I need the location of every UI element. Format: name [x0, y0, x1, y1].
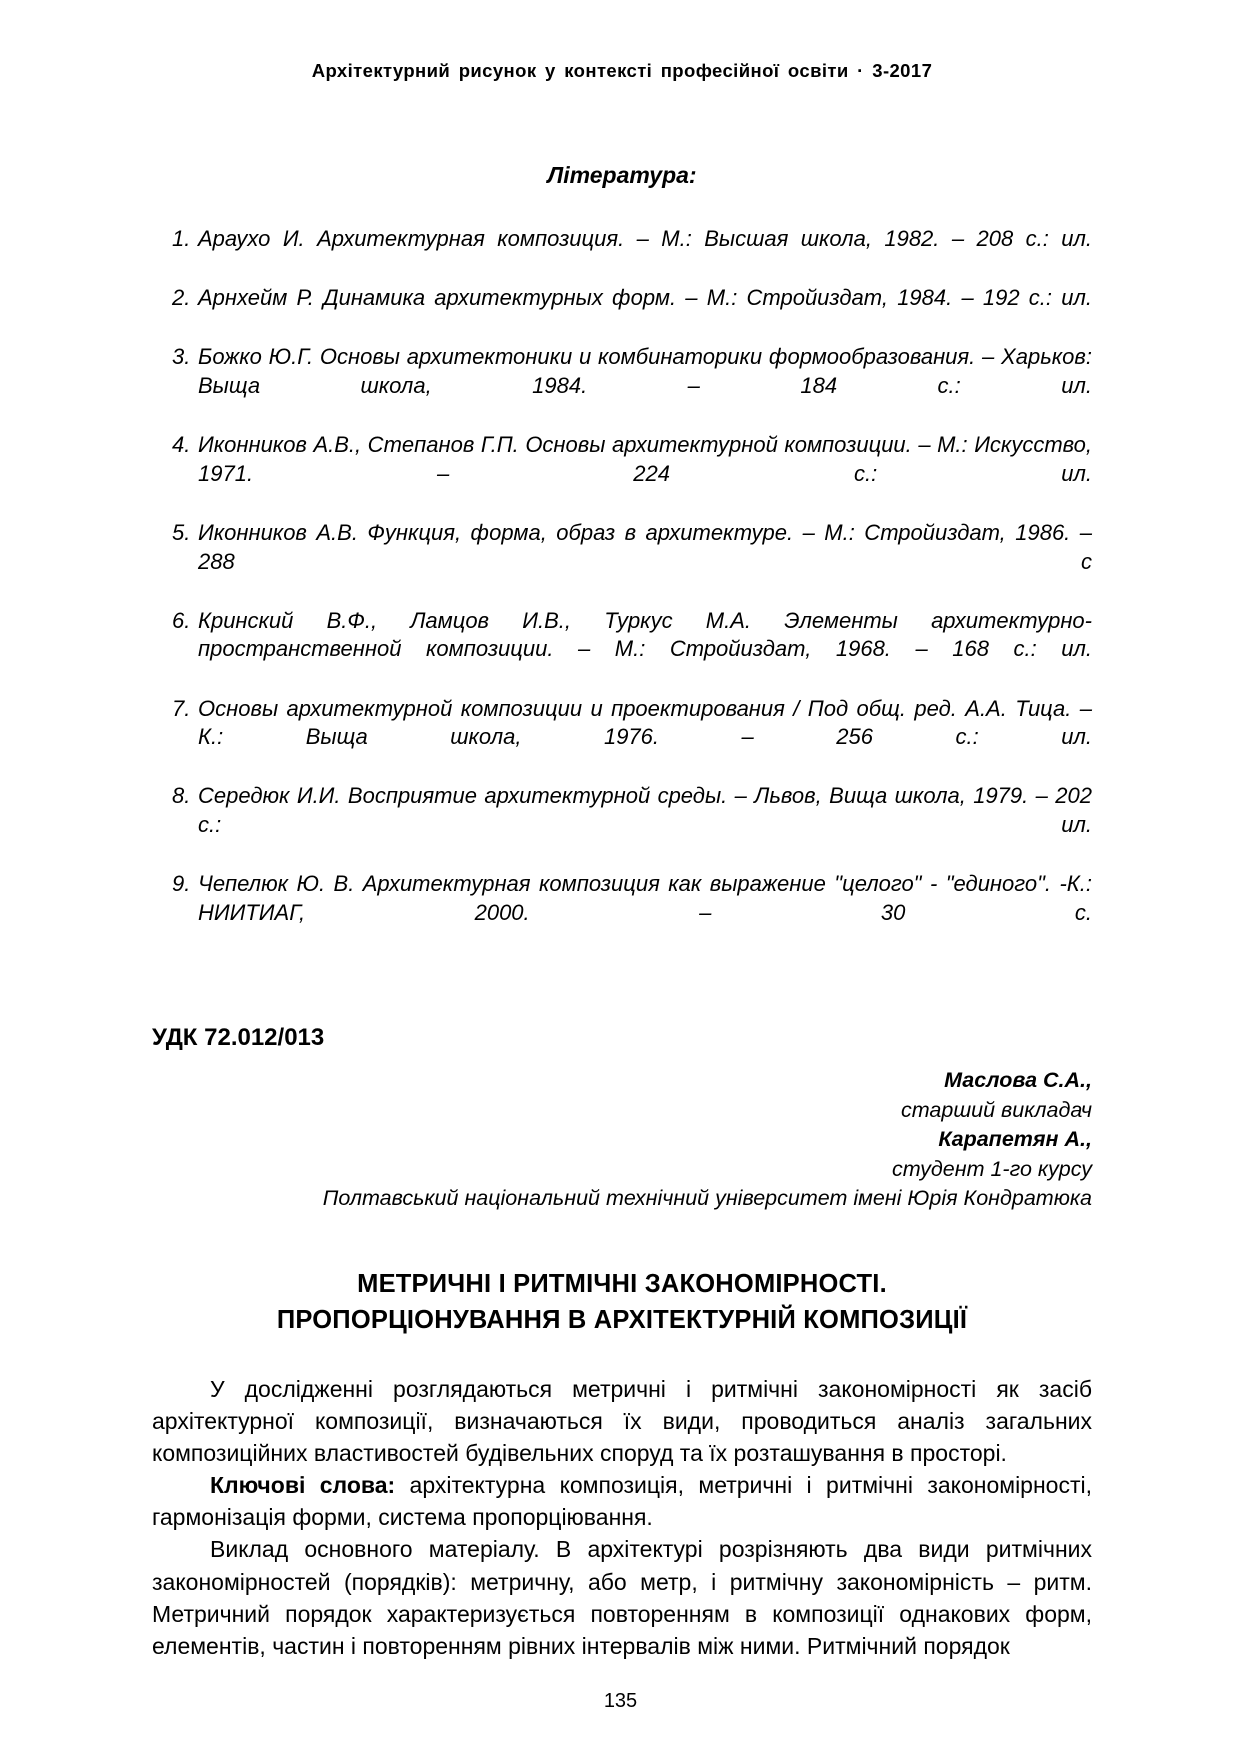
page-title [152, 1266, 1092, 1338]
reference-text: Арнхейм Р. Динамика архитектурных форм. – М.: Стройиздат, 1984. – 192 с.: ил. [198, 285, 1092, 311]
author-name-1: Маслова С.А., [944, 1067, 1092, 1092]
reference-text: Божко Ю.Г. Основы архитектоники и комбинаторики формообразования. – Харьков: Выща школа, 1984. – 184 с.: ил. [198, 344, 1092, 398]
reference-list [152, 225, 1092, 956]
reference-number: 4. [172, 432, 191, 458]
udk-code: УДК 72.012/013 [152, 1023, 325, 1051]
reference-number: 5. [172, 519, 191, 545]
list-item [152, 343, 1092, 429]
reference-text: Иконников А.В. Функция, форма, образ в архитектуре. – М.: Стройиздат, 1986. – 288 с [198, 519, 1092, 574]
list-item [152, 607, 1092, 693]
list-item [152, 284, 1092, 341]
running-head: Архітектурний рисунок у контексті професійної освіти · 3-2017 [311, 60, 933, 81]
keywords-text: архітектурна композиція, метричні і ритмічні закономірності, гармонізація форми, система пропорціювання. [152, 1472, 1092, 1531]
reference-number: 8. [172, 783, 191, 809]
reference-text: Араухо И. Архитектурная композиция. – М.: Высшая школа, 1982. – 208 с.: ил. [198, 226, 1092, 251]
affiliation: Полтавський національний технічний університет імені Юрія Кондратюка [322, 1186, 1092, 1211]
reference-number: 7. [172, 695, 191, 721]
author-role-2: студент 1-го курсу [891, 1156, 1092, 1181]
list-item [152, 519, 1092, 605]
reference-number: 1. [172, 226, 191, 251]
keywords-paragraph [152, 1469, 1092, 1533]
reference-number: 9. [172, 871, 191, 897]
reference-number: 3. [172, 344, 191, 370]
reference-text: Основы архитектурной композиции и проектирования / Под общ. ред. А.А. Тица. – К.: Выща школа, 1976. – 256 с.: ил. [198, 695, 1092, 750]
list-item [152, 431, 1092, 517]
main-text-paragraph: Виклад основного матеріалу. В архітектурі розрізняють два види ритмічних закономірностей (порядків): метричну, або метр, і ритмічну закономірність – ритм. Метричний порядок характеризується повторенням в композиції однакових форм, елементів, частин і повторенням рівних інтервалів між ними. Ритмічний порядок [152, 1536, 1092, 1660]
reference-number: 2. [172, 285, 191, 311]
article-title-line-1: МЕТРИЧНІ І РИТМІЧНІ ЗАКОНОМІРНОСТІ. [357, 1270, 887, 1299]
reference-number: 6. [172, 607, 191, 633]
list-item [152, 695, 1092, 781]
author-role-1: старший викладач [900, 1097, 1092, 1122]
list-item [152, 782, 1092, 868]
reference-text: Кринский В.Ф., Ламцов И.В., Туркус М.А. Элементы архитектурно-пространственной композиции. – М.: Стройиздат, 1968. – 168 с.: ил. [198, 607, 1092, 662]
page-content [152, 0, 1092, 1662]
references-heading: Література: [547, 162, 697, 188]
abstract-paragraph: У дослідженні розглядаються метричні і ритмічні закономірності як засіб архітектурної композиції, визначаються їх види, проводиться аналіз загальних композиційних властивостей будівельних споруд та їх розташування в просторі. [152, 1375, 1092, 1466]
reference-text: Чепелюк Ю. В. Архитектурная композиция как выражение "целого" - "единого". -К.: НИИТИАГ, 2000. – 30 с. [198, 871, 1092, 925]
article-title-line-2: ПРОПОРЦІОНУВАННЯ В АРХІТЕКТУРНІЙ КОМПОЗИЦІЇ [276, 1306, 968, 1335]
list-item [152, 870, 1092, 956]
keywords-label: Ключові слова: [210, 1472, 396, 1499]
reference-text: Середюк И.И. Восприятие архитектурной среды. – Львов, Вища школа, 1979. – 202 с.: ил. [198, 783, 1092, 837]
list-item [152, 225, 1092, 282]
author-block [152, 1066, 1092, 1214]
reference-text: Иконников А.В., Степанов Г.П. Основы архитектурной композиции. – М.: Искусство, 1971. – 224 с.: ил. [198, 432, 1092, 486]
page-number: 135 [603, 1690, 638, 1712]
author-name-2: Карапетян А., [938, 1127, 1092, 1152]
